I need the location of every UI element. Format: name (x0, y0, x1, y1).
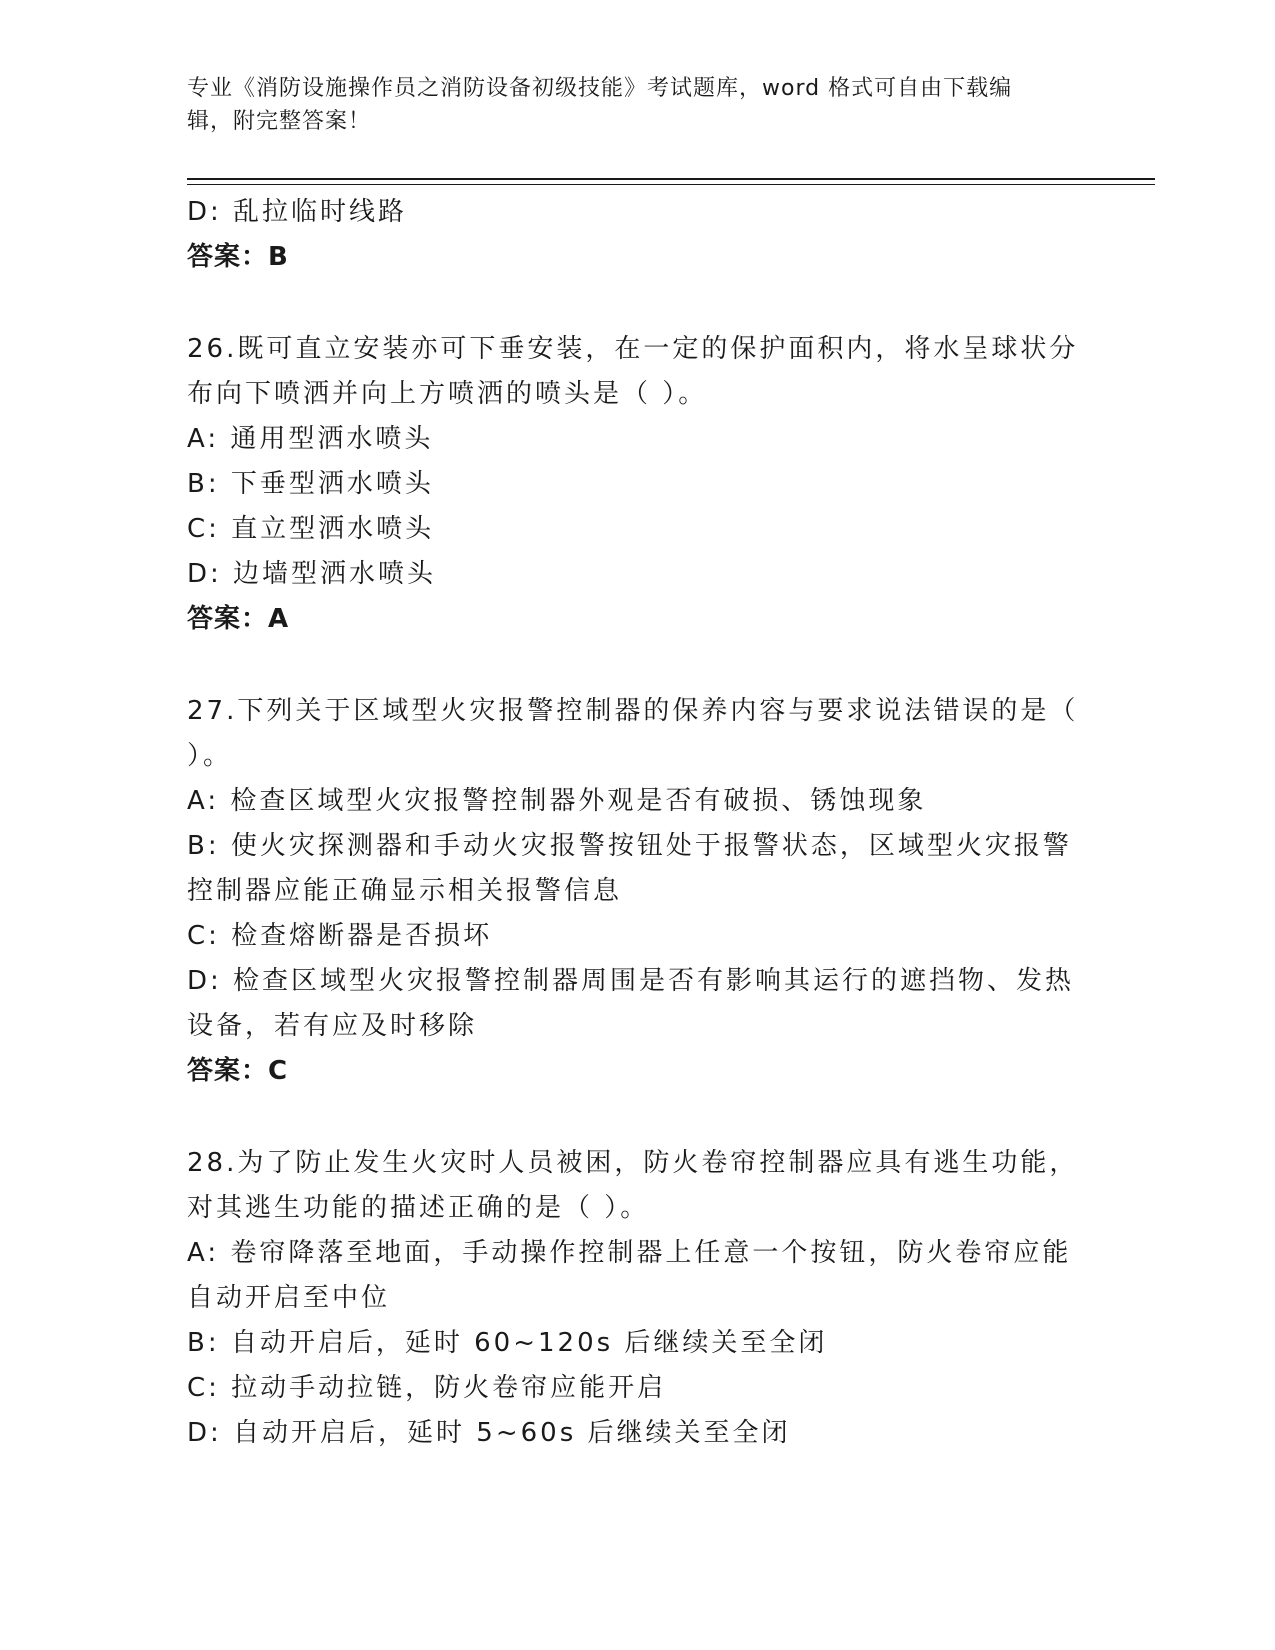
question-26-option-d: D: 边墙型洒水喷头 (187, 559, 437, 589)
page-header (187, 72, 1067, 138)
question-26-option-b: B: 下垂型洒水喷头 (187, 469, 434, 499)
question-27-option-d-line-2: 设备，若有应及时移除 (187, 1011, 478, 1041)
spacer (187, 280, 1087, 327)
question-28-stem-line-2: 对其逃生功能的描述正确的是（ ）。 (187, 1193, 650, 1223)
question-28-option-d: D: 自动开启后，延时 5~60s 后继续关至全闭 (187, 1418, 791, 1448)
prev-option-d: D: 乱拉临时线路 (187, 197, 408, 227)
question-26-option-a: A: 通用型洒水喷头 (187, 424, 434, 454)
question-28-option-b: B: 自动开启后，延时 60~120s 后继续关至全闭 (187, 1328, 828, 1358)
question-27-option-a: A: 检查区域型火灾报警控制器外观是否有破损、锈蚀现象 (187, 786, 927, 816)
question-26-stem-line-2: 布向下喷洒并向上方喷洒的喷头是（ ）。 (187, 379, 708, 409)
question-26-answer: 答案：A (187, 604, 290, 634)
question-27-stem-line-1: 27.下列关于区域型火灾报警控制器的保养内容与要求说法错误的是（ (187, 696, 1079, 726)
question-28-option-c: C: 拉动手动拉链，防火卷帘应能开启 (187, 1373, 667, 1403)
question-27-option-b-line-1: B: 使火灾探测器和手动火灾报警按钮处于报警状态，区域型火灾报警 (187, 831, 1072, 861)
spacer (187, 642, 1087, 689)
question-27-option-d-line-1: D: 检查区域型火灾报警控制器周围是否有影响其运行的遮挡物、发热 (187, 966, 1075, 996)
question-27-stem-line-2: ）。 (187, 741, 233, 771)
question-28-option-a-line-1: A: 卷帘降落至地面，手动操作控制器上任意一个按钮，防火卷帘应能 (187, 1238, 1072, 1268)
header-line-2: 辑，附完整答案！ (187, 109, 372, 134)
document-body (187, 190, 1087, 1456)
question-28-stem-line-1: 28.为了防止发生火灾时人员被困，防火卷帘控制器应具有逃生功能， (187, 1148, 1079, 1178)
header-divider-thin (187, 184, 1155, 185)
header-line-1: 专业《消防设施操作员之消防设备初级技能》考试题库，word 格式可自由下载编 (187, 76, 1013, 101)
question-26-stem-line-1: 26.既可直立安装亦可下垂安装，在一定的保护面积内，将水呈球状分 (187, 334, 1079, 364)
header-divider-thick (187, 178, 1155, 180)
prev-answer: 答案：B (187, 242, 289, 272)
question-27-option-b-line-2: 控制器应能正确显示相关报警信息 (187, 876, 623, 906)
question-27-answer: 答案：C (187, 1056, 289, 1086)
question-26-option-c: C: 直立型洒水喷头 (187, 514, 435, 544)
question-27-option-c: C: 检查熔断器是否损坏 (187, 921, 493, 951)
spacer (187, 1094, 1087, 1141)
question-28-option-a-line-2: 自动开启至中位 (187, 1283, 391, 1313)
